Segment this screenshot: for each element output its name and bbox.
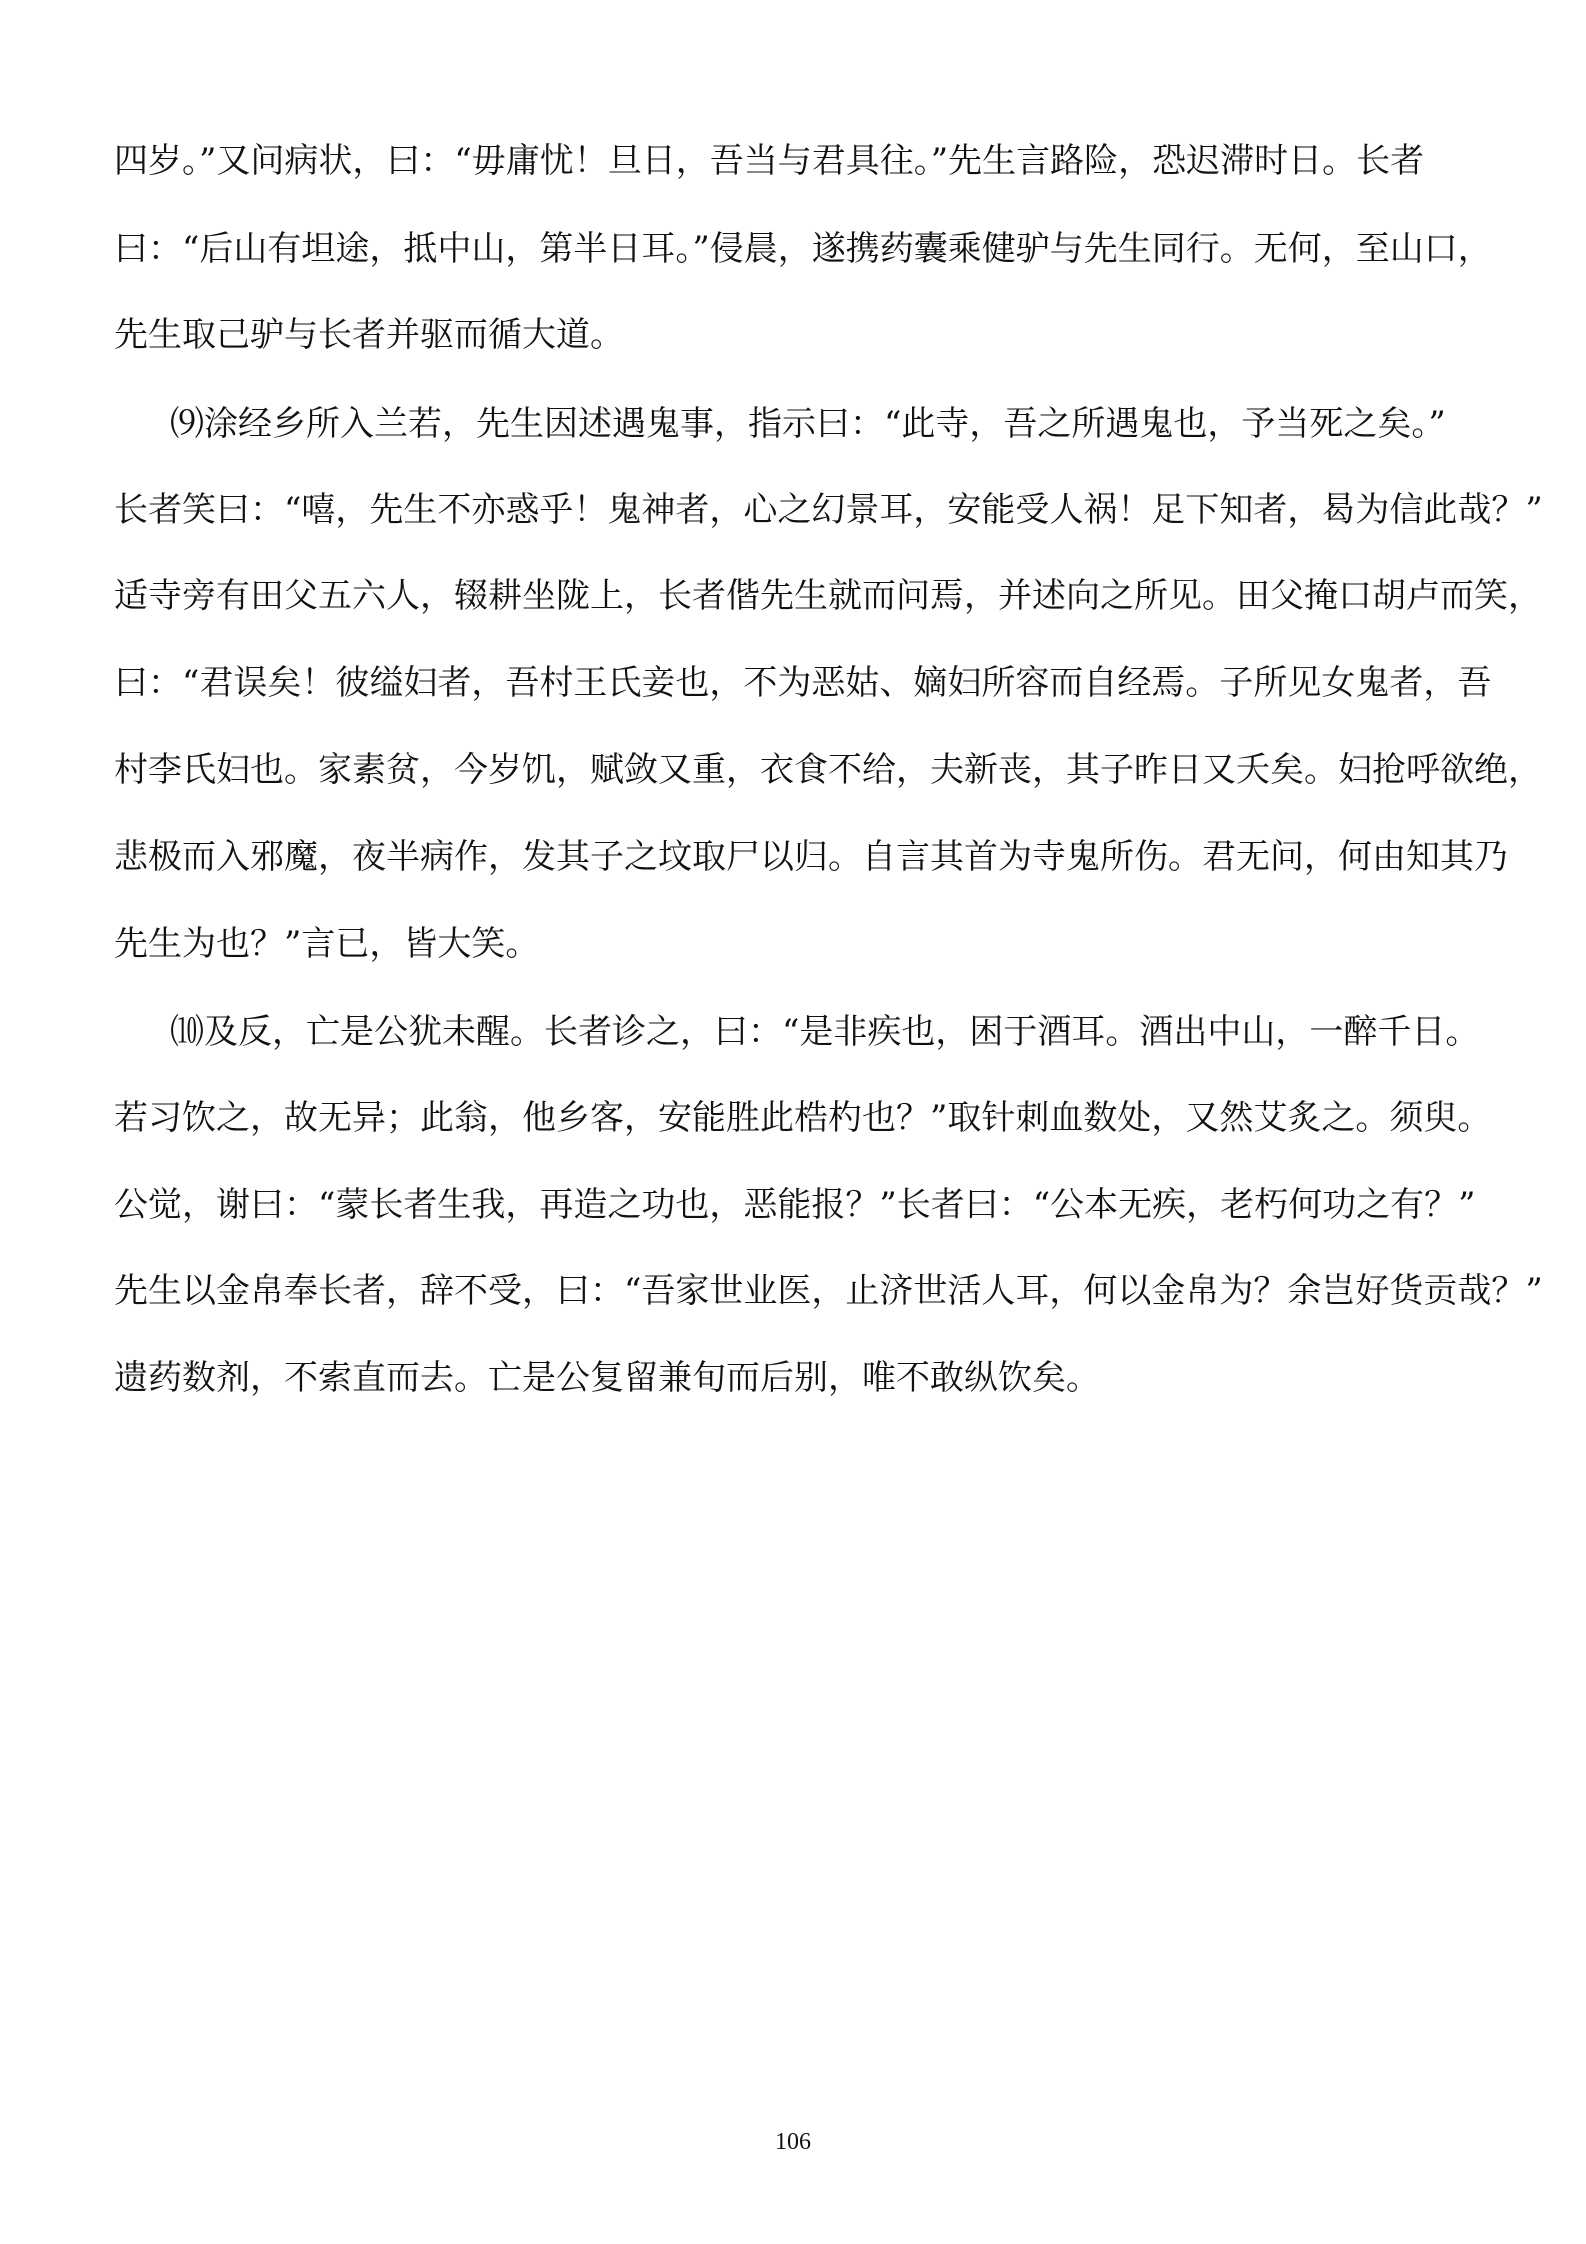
page-number: 106 (775, 2129, 811, 2155)
text-line: 四岁。”又问病状，曰：“毋庸忧！旦日，吾当与君具往。”先生言路险，恐迟滞时日。长者 (114, 141, 1425, 181)
text-line: 先生以金帛奉长者，辞不受，曰：“吾家世业医，止济世活人耳，何以金帛为？余岂好货贡哉？” (114, 1271, 1543, 1311)
text-line: 村李氏妇也。家素贫，今岁饥，赋敛又重，衣食不给，夫新丧，其子昨日又夭矣。妇抢呼欲绝， (114, 750, 1542, 790)
text-line: 先生为也？”言已，皆大笑。 (114, 924, 540, 964)
text-line: 悲极而入邪魔，夜半病作，发其子之坟取尸以归。自言其首为寺鬼所伤。君无问，何由知其乃 (114, 837, 1508, 877)
paragraph-10-first-line: ⑽及反，亡是公犹未醒。长者诊之，曰：“是非疾也，困于酒耳。酒出中山，一醉千日。 (170, 1012, 1480, 1052)
text-line: 长者笑曰：“嘻，先生不亦惑乎！鬼神者，心之幻景耳，安能受人祸！足下知者，曷为信此哉？” (114, 490, 1543, 530)
text-line: 公觉，谢曰：“蒙长者生我，再造之功也，恶能报？”长者曰：“公本无疾，老朽何功之有？” (114, 1185, 1476, 1225)
text-line: 先生取己驴与长者并驱而循大道。 (114, 315, 624, 355)
text-line: 曰：“后山有坦途，抵中山，第半日耳。”侵晨，遂携药囊乘健驴与先生同行。无何，至山口， (114, 229, 1492, 269)
text-line: 若习饮之，故无异；此翁，他乡客，安能胜此梏杓也？”取针刺血数处，又然艾炙之。须臾。 (114, 1098, 1492, 1138)
paragraph-9-first-line: ⑼涂经乡所入兰若，先生因述遇鬼事，指示曰：“此寺，吾之所遇鬼也，予当死之矣。” (170, 404, 1446, 444)
text-line: 曰：“君误矣！彼缢妇者，吾村王氏妾也，不为恶姑、嫡妇所容而自经焉。子所见女鬼者，吾 (114, 663, 1492, 703)
text-line: 遗药数剂，不索直而去。亡是公复留兼旬而后别，唯不敢纵饮矣。 (114, 1358, 1100, 1398)
text-line: 适寺旁有田父五六人，辍耕坐陇上，长者偕先生就而问焉，并述向之所见。田父掩口胡卢而笑， (114, 576, 1542, 616)
